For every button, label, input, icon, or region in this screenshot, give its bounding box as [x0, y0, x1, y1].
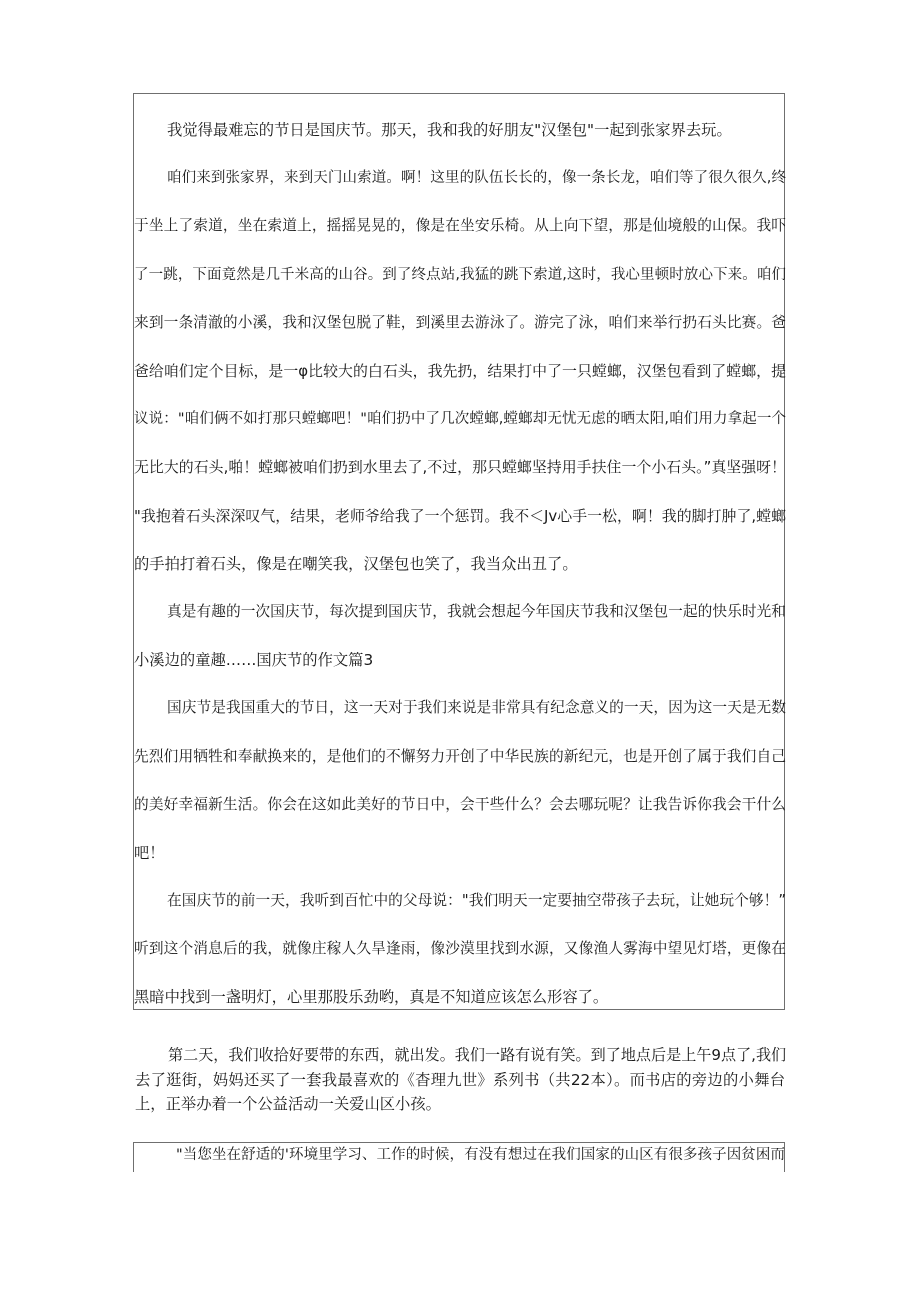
paragraph-line: 国庆节是我国重大的节日，这一天对于我们来说是非常具有纪念意义的一天，因为这一天是无数 [167, 699, 786, 716]
paragraph-line: "当您坐在舒适的'环境里学习、工作的时候，有没有想过在我们国家的山区有很多孩子因贫困而 [176, 1147, 785, 1163]
paragraph-line: 上，正举办着一个公益活动一关爱山区小孩。 [135, 1095, 441, 1113]
paragraph-line: "我抱着石头深深叹气，结果，老师爷给我了一个惩罚。我不＜Jv心手一松，啊！我的脚打肿了,螳螂 [134, 507, 786, 525]
paragraph-line: 爸给咱们定个目标，是一φ比较大的白石头，我先扔，结果打中了一只螳螂，汉堡包看到了螳螂，提 [134, 362, 786, 380]
paragraph-line: 来到一条清澈的小溪，我和汉堡包脱了鞋，到溪里去游泳了。游完了泳，咱们来举行扔石头比赛。爸 [134, 314, 786, 331]
paragraph-line: 真是有趣的一次国庆节，每次提到国庆节，我就会想起今年国庆节我和汉堡包一起的快乐时光和 [167, 603, 786, 620]
paragraph-line: 吧！ [134, 844, 165, 862]
paragraph-line: 我觉得最难忘的节日是国庆节。那天，我和我的好朋友"汉堡包"一起到张家界去玩。 [167, 121, 732, 139]
paragraph-line: 无比大的石头,啪！螳螂被咱们扔到水里去了,不过，那只螳螂坚持用手扶住一个小石头。”真坚强呀！ [134, 458, 786, 476]
paragraph-line: 咱们来到张家界，来到天门山索道。啊！这里的队伍长长的，像一条长龙，咱们等了很久很久,终 [167, 170, 786, 186]
paragraph-line: 的美好幸福新生活。你会在这如此美好的节日中，会干些什么？会去哪玩呢？让我告诉你我会干什么 [134, 796, 786, 813]
paragraph-line: 了一跳，下面竟然是几千米高的山谷。到了终点站,我猛的跳下索道,这时，我心里顿时放心下来。咱们 [134, 267, 786, 283]
paragraph-line: 听到这个消息后的我，就像庄稼人久旱逢雨，像沙漠里找到水源，又像渔人雾海中望见灯塔，更像在 [134, 940, 786, 957]
paragraph-line: 先烈们用牺牲和奉献换来的，是他们的不懈努力开创了中华民族的新纪元，也是开创了属于我们自己 [134, 748, 786, 765]
paragraph-line: 在国庆节的前一天，我听到百忙中的父母说："我们明天一定要抽空带孩子去玩，让她玩个够！” [167, 892, 786, 909]
paragraph-line: 小溪边的童趣……国庆节的作文篇3 [134, 651, 374, 669]
paragraph-line: 去了逛街，妈妈还买了一套我最喜欢的《杳理九世》系列书（共22本）。而书店的旁边的小舞台 [135, 1071, 785, 1089]
paragraph-line: 黑暗中找到一盏明灯，心里那股乐劲哟，真是不知道应该怎么形容了。 [134, 988, 609, 1006]
paragraph-line: 第二天，我们收拾好要带的东西，就出发。我们一路有说有笑。到了地点后是上午9点了,我们 [168, 1046, 787, 1064]
paragraph-line: 的手拍打着石头，像是在嘲笑我，汉堡包也笑了，我当众出丑了。 [134, 555, 578, 573]
paragraph-line: 议说："咱们俩不如打那只螳螂吧！"咱们扔中了几次螳螂,螳螂却无忧无虑的晒太阳,咱们用力拿起一个 [134, 411, 786, 427]
paragraph-line: 于坐上了索道，坐在索道上，摇摇晃晃的，像是在坐安乐椅。从上向下望，那是仙境般的山保。我吓 [134, 217, 786, 234]
